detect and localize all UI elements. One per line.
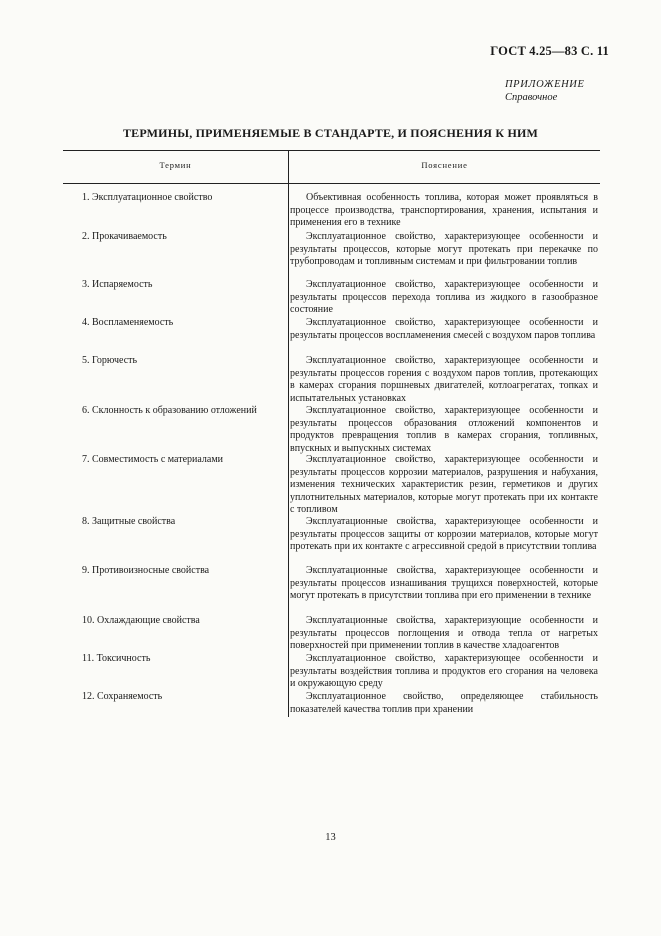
appendix-label-block <box>505 78 585 104</box>
explanation-cell: Эксплуатационные свойства, характеризующие особенности и результаты процессов поглощения и отвода тепла от нагретых поверхностей при применении топлив в качестве хладоагентов <box>290 615 598 652</box>
explanation-cell: Объективная особенность топлива, которая может проявляться в процессе производства, транспортирования, хранения, испытания и применения его в технике <box>290 192 598 229</box>
column-header-explanation: Пояснение <box>421 160 468 170</box>
table-top-rule <box>63 150 600 151</box>
page-number: 13 <box>325 832 336 843</box>
explanation-cell: Эксплуатационные свойства, характеризующее особенности и результаты процессов защиты от коррозии материалов, которые могут протекать при их контакте с агрессивной средой в присутствии топлива <box>290 516 598 553</box>
term-cell: 3. Испаряемость <box>82 279 153 290</box>
term-cell: 1. Эксплуатационное свойство <box>82 192 213 203</box>
explanation-cell: Эксплуатационное свойство, характеризующее особенности и результаты процессов перехода топлива из жидкого в газообразное состояние <box>290 279 598 316</box>
explanation-cell: Эксплуатационное свойство, характеризующее особенности и результаты процессов образования отложений компонентов и продуктов превращения топлив в камерах сгорания, топливных, впускных и выпускных системах <box>290 405 598 454</box>
term-cell: 4. Воспламеняемость <box>82 317 174 328</box>
explanation-cell: Эксплуатационные свойства, характеризующее особенности и результаты процессов изнашивания трущихся поверхностей, которые могут протекать в присутствии топлива при его применении в технике <box>290 565 598 602</box>
term-cell: 11. Токсичность <box>82 653 151 664</box>
term-cell: 9. Противоизносные свойства <box>82 565 210 576</box>
explanation-cell: Эксплуатационное свойство, характеризующее особенности и результаты процессов, которые могут протекать при перекачке по трубопроводам и топливным системам и при фильтровании топлив <box>290 231 598 268</box>
standard-code: ГОСТ 4.25—83 С. 11 <box>490 44 609 58</box>
term-cell: 6. Склонность к образованию отложений <box>82 405 257 416</box>
term-cell: 10. Охлаждающие свойства <box>82 615 200 626</box>
table-header-rule <box>63 183 600 184</box>
appendix-type: Справочное <box>505 92 558 103</box>
explanation-cell: Эксплуатационное свойство, характеризующее особенности и результаты процессов воспламенения смесей с воздухом паров топлива <box>290 317 598 341</box>
explanation-cell: Эксплуатационное свойство, характеризующее особенности и результаты процессов горения с воздухом паров топлив, протекающих в камерах сгорания поршневых двигателей, котлоагрегатах, топках и испытательных установках <box>290 355 598 404</box>
term-cell: 5. Горючесть <box>82 355 138 366</box>
appendix-label: ПРИЛОЖЕНИЕ <box>505 79 585 90</box>
table-column-divider <box>288 150 289 717</box>
term-cell: 2. Прокачиваемость <box>82 231 167 242</box>
explanation-cell: Эксплуатационное свойство, характеризующее особенности и результаты процессов коррозии материалов, разрушения и набухания, изменения технических характеристик резин, герметиков и других уплотнительных материалов, которые могут протекать при их контакте с топливом <box>290 454 598 516</box>
term-cell: 7. Совместимость с материалами <box>82 454 224 465</box>
explanation-cell: Эксплуатационное свойство, характеризующее особенности и результаты воздействия топлива и продуктов его сгорания на человека и окружающую среду <box>290 653 598 690</box>
page-title: ТЕРМИНЫ, ПРИМЕНЯЕМЫЕ В СТАНДАРТЕ, И ПОЯСНЕНИЯ К НИМ <box>122 126 539 140</box>
term-cell: 12. Сохраняемость <box>82 691 163 702</box>
column-header-term: Термин <box>159 160 192 170</box>
term-cell: 8. Защитные свойства <box>82 516 176 527</box>
explanation-cell: Эксплуатационное свойство, определяющее стабильность показателей качества топлив при хранении <box>290 691 598 715</box>
